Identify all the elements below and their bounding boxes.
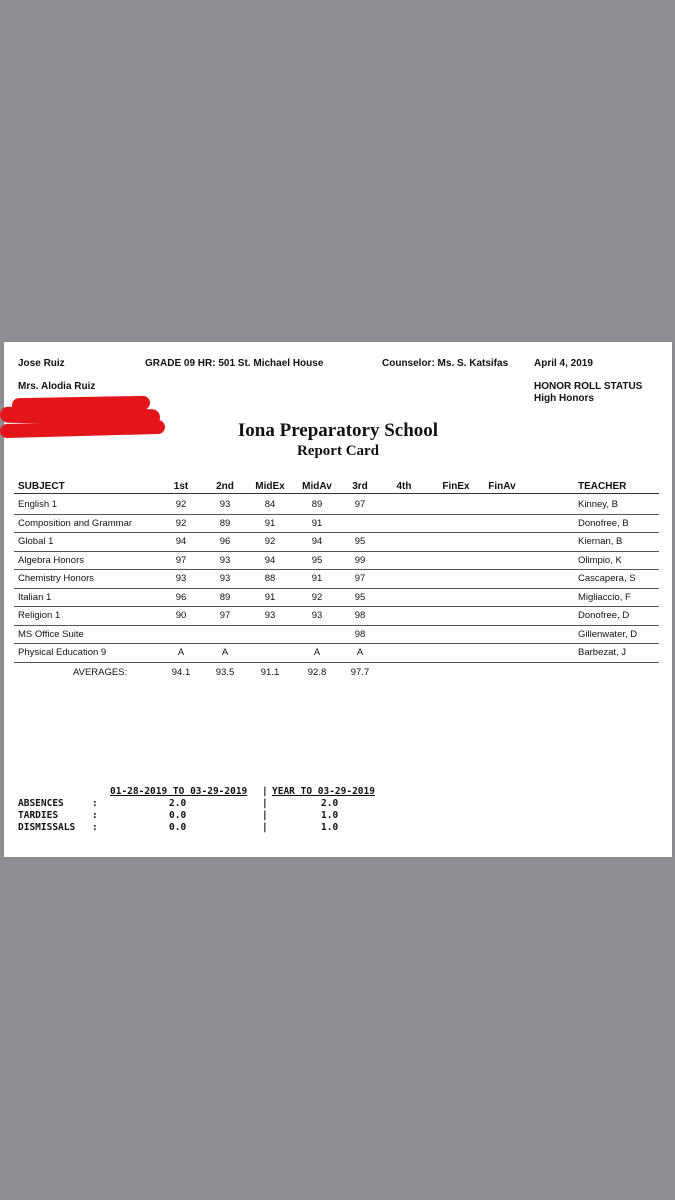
document-title: Report Card [296, 443, 380, 459]
table-row [14, 514, 659, 534]
header-rule [14, 493, 659, 494]
cell-subject: English 1 [18, 499, 58, 510]
absences-label: ABSENCES [18, 798, 64, 809]
cell-3rd: 98 [354, 610, 366, 621]
parent-name: Mrs. Alodia Ruiz [18, 381, 96, 392]
cell-midex: 84 [264, 499, 276, 510]
cell-teacher: Cascapera, S [578, 573, 636, 584]
cell-teacher: Kinney, B [578, 499, 618, 510]
attendance-year-label: YEAR TO 03-29-2019 [272, 786, 375, 797]
col-header-2nd: 2nd [216, 481, 234, 492]
attendance-separator: | [262, 786, 268, 797]
cell-3rd: 97 [354, 499, 366, 510]
absences-colon: : [92, 798, 98, 809]
cell-subject: Physical Education 9 [18, 647, 107, 658]
table-row [14, 551, 659, 571]
cell-3rd: 98 [354, 628, 366, 640]
table-row [14, 569, 659, 589]
table-row [14, 588, 659, 608]
cell-3rd: 95 [354, 536, 366, 547]
tardies-period: 0.0 [169, 810, 187, 821]
cell-midex: 92 [264, 536, 276, 547]
cell-3rd: 95 [354, 591, 366, 603]
dismissals-colon: : [92, 822, 98, 833]
averages-label: AVERAGES: [73, 667, 128, 678]
cell-teacher: Gillenwater, D [578, 628, 638, 640]
cell-1st: 92 [175, 517, 187, 529]
col-header-midex: MidEx [255, 481, 285, 492]
cell-teacher: Donofree, B [578, 517, 629, 529]
cell-subject: Global 1 [18, 536, 54, 547]
cell-midex: 93 [264, 610, 276, 621]
cell-teacher: Kiernan, B [578, 536, 623, 547]
average-midav: 92.8 [307, 667, 327, 678]
cell-teacher: Migliaccio, F [578, 591, 631, 603]
report-date: April 4, 2019 [534, 358, 593, 369]
cell-midav: 94 [311, 536, 323, 547]
col-header-midav: MidAv [302, 481, 332, 492]
cell-2nd: A [221, 647, 229, 658]
tardies-label: TARDIES [18, 810, 59, 821]
grades-table [4, 342, 672, 702]
absences-year: 2.0 [321, 798, 339, 809]
table-row [14, 643, 659, 663]
cell-3rd: 97 [354, 573, 366, 584]
dismissals-year: 1.0 [321, 822, 339, 833]
col-header-1st: 1st [173, 481, 189, 492]
tardies-colon: : [92, 810, 98, 821]
dismissals-period: 0.0 [169, 822, 187, 833]
cell-3rd: A [356, 647, 364, 658]
col-header-3rd: 3rd [352, 481, 368, 492]
dismissals-label: DISMISSALS [18, 822, 76, 833]
cell-teacher: Olimpio, K [578, 554, 622, 566]
cell-2nd: 89 [219, 517, 231, 529]
cell-midex: 91 [264, 517, 276, 529]
cell-subject: Composition and Grammar [18, 517, 133, 529]
cell-midex: 88 [264, 573, 276, 584]
cell-1st: 94 [175, 536, 187, 547]
col-header-teacher: TEACHER [578, 481, 627, 492]
table-row [14, 625, 659, 645]
cell-midav: 89 [311, 499, 323, 510]
cell-2nd: 93 [219, 499, 231, 510]
school-name: Iona Preparatory School [237, 420, 439, 441]
col-header-finav: FinAv [488, 481, 516, 492]
cell-midav: 95 [311, 554, 323, 566]
cell-midav: A [313, 647, 321, 658]
cell-2nd: 93 [219, 573, 231, 584]
cell-1st: 92 [175, 499, 187, 510]
honor-roll-value: High Honors [534, 393, 594, 404]
average-3rd: 97.7 [350, 667, 370, 678]
cell-midav: 92 [311, 591, 323, 603]
table-row [14, 495, 659, 515]
report-card-page [4, 342, 672, 857]
average-2nd: 93.5 [215, 667, 235, 678]
cell-subject: Chemistry Honors [18, 573, 95, 584]
student-name: Jose Ruiz [18, 358, 65, 369]
cell-midav: 91 [311, 517, 323, 529]
absences-period: 2.0 [169, 798, 187, 809]
counselor: Counselor: Ms. S. Katsifas [382, 358, 509, 369]
cell-subject: MS Office Suite [18, 628, 84, 640]
average-1st: 94.1 [171, 667, 191, 678]
col-header-finex: FinEx [442, 481, 470, 492]
cell-teacher: Donofree, D [578, 610, 630, 621]
cell-midex: 94 [264, 554, 276, 566]
cell-subject: Italian 1 [18, 591, 52, 603]
cell-2nd: 96 [219, 536, 231, 547]
cell-1st: 90 [175, 610, 187, 621]
col-header-4th: 4th [396, 481, 412, 492]
cell-2nd: 93 [219, 554, 231, 566]
table-row [14, 606, 659, 626]
cell-subject: Algebra Honors [18, 554, 85, 566]
cell-midav: 91 [311, 573, 323, 584]
col-header-subject: SUBJECT [18, 481, 65, 492]
cell-subject: Religion 1 [18, 610, 61, 621]
cell-1st: 97 [175, 554, 187, 566]
tardies-separator: | [262, 810, 268, 821]
cell-2nd: 89 [219, 591, 231, 603]
cell-2nd: 97 [219, 610, 231, 621]
table-row [14, 532, 659, 552]
cell-1st: A [177, 647, 185, 658]
grade-homeroom: GRADE 09 HR: 501 St. Michael House [145, 358, 324, 369]
cell-3rd: 99 [354, 554, 366, 566]
honor-roll-label: HONOR ROLL STATUS [534, 381, 643, 392]
absences-separator: | [262, 798, 268, 809]
cell-midav: 93 [311, 610, 323, 621]
cell-midex: 91 [264, 591, 276, 603]
cell-teacher: Barbezat, J [578, 647, 627, 658]
cell-1st: 93 [175, 573, 187, 584]
attendance-period-label: 01-28-2019 TO 03-29-2019 [110, 786, 248, 797]
tardies-year: 1.0 [321, 810, 339, 821]
dismissals-separator: | [262, 822, 268, 833]
average-midex: 91.1 [260, 667, 280, 678]
cell-1st: 96 [175, 591, 187, 603]
